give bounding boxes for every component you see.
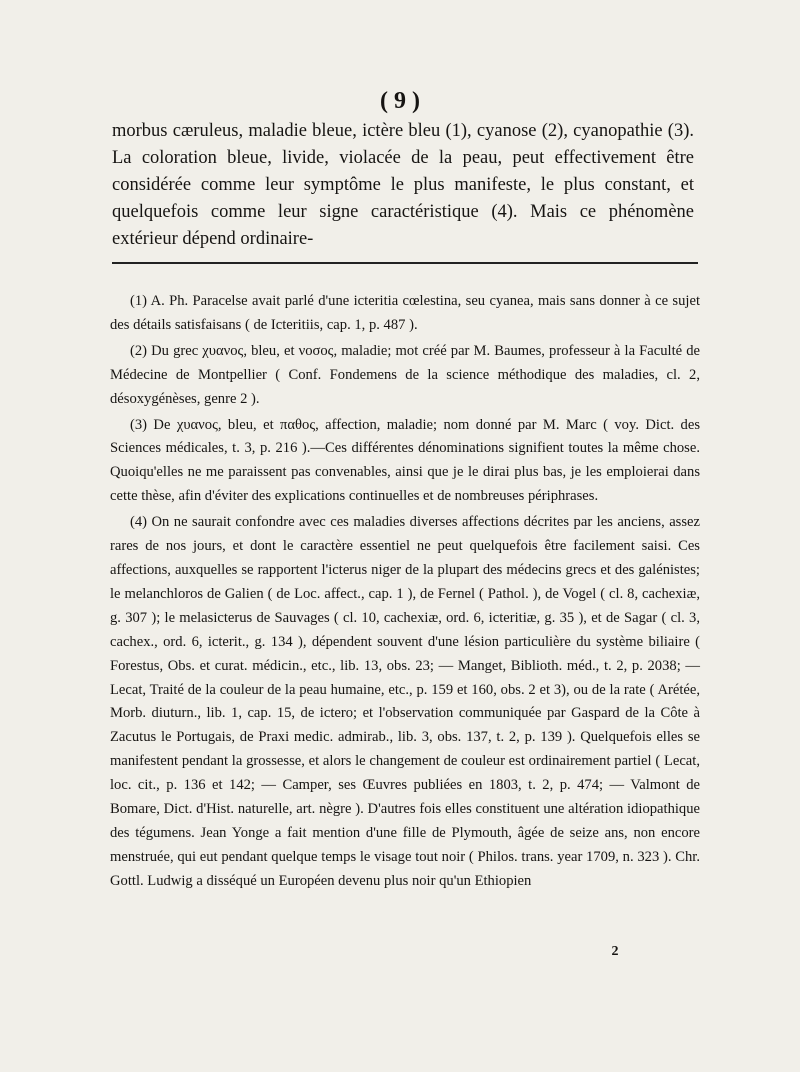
main-paragraph: morbus cæruleus, maladie bleue, ictère bleu (1), cyanose (2), cyanopathie (3). La coloration bleue, livide, violacée de la peau, peut effectivement être considérée comme leur symptôme le plus manifeste, le plus constant, et quelquefois comme leur signe caractéristique (4). Mais ce phénomène extérieur dépend ordinaire- bbox=[112, 121, 694, 249]
footnote-separator bbox=[112, 262, 698, 264]
footnote-4: (4) On ne saurait confondre avec ces maladies diverses affections décrites par les anciens, assez rares de nos jours, et dont le caractère essentiel ne peut quelquefois être facilement saisi. Ces affections, auxquelles se rapportent l'icterus niger de la plupart des médecins grecs et des galénistes; le melanchloros de Galien ( de Loc. affect., cap. 1 ), de Fernel ( Pathol. ), de Vogel ( cl. 8, cachexiæ, g. 307 ); le melasicterus de Sauvages ( cl. 10, cachexiæ, ord. 6, icteritiæ, g. 35 ), et de Sagar ( cl. 3, cachex., ord. 6, icterit., g. 134 ), dépendent souvent d'une lésion particulière du système biliaire ( Forestus, Obs. et curat. médicin., etc., lib. 13, obs. 23; — Manget, Biblioth. méd., t. 2, p. 2038; — Lecat, Traité de la couleur de la peau humaine, etc., p. 159 et 160, obs. 2 et 3), ou de la rate ( Arétée, Morb. diuturn., lib. 1, cap. 15, de ictero; et l'observation communiquée par Gaspard de la Côte à Zacutus le Portugais, de Praxi medic. admirab., lib. 3, obs. 137, t. 2, p. 139 ). Quelquefois elles se manifestent pendant la grossesse, et alors le changement de couleur est ordinairement partiel ( Lecat, loc. cit., p. 136 et 142; — Camper, ses Œuvres publiées en 1803, t. 2, p. 474; — Valmont de Bomare, Dict. d'Hist. naturelle, art. nègre ). D'autres fois elles constituent une altération idiopathique des tégumens. Jean Yonge a fait mention d'une fille de Plymouth, âgée de seize ans, non encore menstruée, qui eut pendant quelque temps le visage tout noir ( Philos. trans. year 1709, n. 323 ). Chr. Gottl. Ludwig a disséqué un Européen devenu plus noir qu'un Ethiopien bbox=[110, 514, 700, 889]
page-number: ( 9 ) bbox=[380, 88, 420, 114]
footnote-3: (3) De χυανος, bleu, et παθος, affection, maladie; nom donné par M. Marc ( voy. Dict. des Sciences médicales, t. 3, p. 216 ).—Ces différentes dénominations signifient toutes la même chose. Quoiqu'elles ne me paraissent pas convenables, ainsi que je le dirai plus bas, je les emploierai dans cette thèse, afin d'éviter des explications continuelles et de nombreuses périphrases. bbox=[110, 416, 700, 505]
footnote-2: (2) Du grec χυανος, bleu, et νοσος, maladie; mot créé par M. Baumes, professeur à la Faculté de Médecine de Montpellier ( Conf. Fondemens de la science méthodique des maladies, cl. 2, désoxygénèses, genre 2 ). bbox=[110, 342, 700, 407]
page-signature: 2 bbox=[611, 944, 619, 959]
footnotes bbox=[110, 290, 700, 896]
footnote-1: (1) A. Ph. Paracelse avait parlé d'une icteritia cœlestina, seu cyanea, mais sans donner à ce sujet des détails satisfaisans ( de Icteritiis, cap. 1, p. 487 ). bbox=[110, 293, 700, 333]
